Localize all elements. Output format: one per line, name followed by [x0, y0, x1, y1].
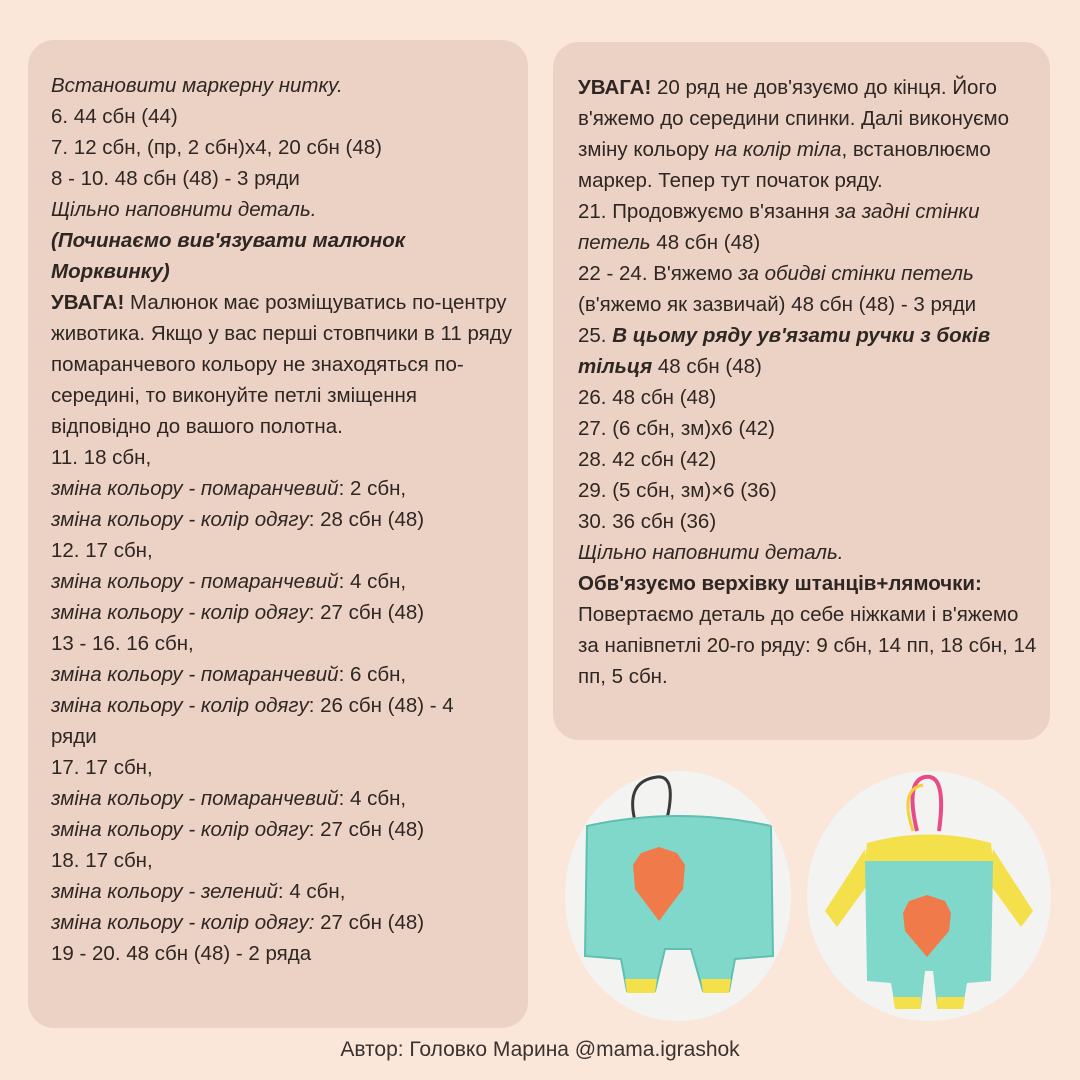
row-18-clothes	[51, 907, 516, 938]
row-29: 29. (5 сбн, зм)×6 (36)	[578, 479, 777, 502]
row-26: 26. 48 сбн (48)	[578, 386, 717, 409]
row-13-16-orange	[51, 659, 516, 690]
row-12-orange	[51, 566, 516, 597]
color-change-value: : 27 сбн (48)	[308, 818, 425, 841]
row-12-clothes	[51, 597, 516, 628]
toy-photo-back	[807, 771, 1051, 1021]
color-change-label: зміна кольору - колір одягу	[51, 601, 309, 624]
row-21-count: 48 сбн (48)	[650, 231, 761, 254]
color-change-value: : 2 сбн,	[338, 477, 407, 500]
color-change-value: : 6 сбн,	[338, 663, 407, 686]
color-change-value: : 4 сбн,	[338, 570, 407, 593]
fill-note-right: Щільно наповнити деталь.	[578, 541, 844, 564]
pants-photo-front	[565, 771, 791, 1021]
top-section-title: Обв'язуємо верхівку штанців+лямочки:	[578, 572, 982, 595]
color-change-label: зміна кольору - колір одягу:	[51, 911, 315, 934]
color-change-value: : 4 сбн,	[338, 787, 407, 810]
row-11-clothes	[51, 504, 516, 535]
row-22-24-detail: (в'яжемо як зазвичай) 48 сбн (48) - 3 ряди	[578, 293, 977, 316]
row-28: 28. 42 сбн (42)	[578, 448, 717, 471]
color-change-label: зміна кольору - колір одягу	[51, 508, 309, 531]
row-13-16-clothes	[51, 690, 516, 721]
row-17-clothes	[51, 814, 516, 845]
row-25-count: 48 сбн (48)	[652, 355, 762, 378]
row-25-bold: В цьому ряду ув'язати ручки з боків тільця	[578, 324, 991, 378]
row-18-green	[51, 876, 516, 907]
row-11: 11. 18 сбн,	[51, 446, 152, 469]
warning-text-italic: на колір тіла	[714, 138, 842, 161]
fill-note: Щільно наповнити деталь.	[51, 198, 317, 221]
top-section-text: Повертаємо деталь до себе ніжками і в'яжемо за напівпетлі 20-го ряду: 9 сбн, 14 пп, 18 сбн, 14 пп, 5 сбн.	[578, 603, 1037, 688]
row-22-text: 22 - 24. В'яжемо	[578, 262, 739, 285]
row-7: 7. 12 сбн, (пр, 2 сбн)х4, 20 сбн (48)	[51, 136, 382, 159]
row-25-number: 25.	[578, 324, 613, 347]
row-11-orange	[51, 473, 516, 504]
row-22-24	[578, 258, 1038, 289]
color-change-value: : 28 сбн (48)	[308, 508, 425, 531]
row-12: 12. 17 сбн,	[51, 539, 153, 562]
row-13-16-rows: ряди	[51, 725, 97, 748]
color-change-label: зміна кольору - помаранчевий	[51, 570, 339, 593]
warning-text: 20 ряд не дов'язуємо до кінця. Його в'яжемо до середини спинки. Далі виконуємо зміну кольору	[578, 76, 1010, 161]
row-17-orange	[51, 783, 516, 814]
color-change-label: зміна кольору - зелений	[51, 880, 278, 903]
row-17: 17. 17 сбн,	[51, 756, 153, 779]
row-8-10: 8 - 10. 48 сбн (48) - 3 ряди	[51, 167, 300, 190]
left-instructions-card	[28, 40, 528, 1028]
color-change-label: зміна кольору - колір одягу	[51, 818, 309, 841]
pants-illustration	[565, 771, 791, 1021]
row-21-italic: за задні стінки петель	[578, 200, 980, 254]
color-change-label: зміна кольору - помаранчевий	[51, 663, 339, 686]
warning-label: УВАГА!	[578, 76, 652, 99]
row-21	[578, 196, 1038, 258]
row-25	[578, 320, 1038, 382]
right-warning-paragraph	[578, 72, 1038, 196]
color-change-label: зміна кольору - помаранчевий	[51, 477, 339, 500]
marker-note: Встановити маркерну нитку.	[51, 74, 343, 97]
warning-text: Малюнок має розміщуватись по-центру животика. Якщо у вас перші стовпчики в 11 ряду помаранчевого кольору не знаходяться по-середині, то виконуйте петлі зміщення відповідно до вашого полотна.	[51, 291, 512, 438]
row-6: 6. 44 сбн (44)	[51, 105, 178, 128]
color-change-value: : 27 сбн (48)	[308, 601, 425, 624]
row-13-16: 13 - 16. 16 сбн,	[51, 632, 194, 655]
color-change-value: : 26 сбн (48) - 4	[308, 694, 454, 717]
right-instructions-card	[553, 42, 1050, 740]
row-22-italic: за обидві стінки петель	[738, 262, 974, 285]
color-change-label: зміна кольору - помаранчевий	[51, 787, 339, 810]
color-change-value: 27 сбн (48)	[314, 911, 425, 934]
carrot-heading-1: (Починаємо вив'язувати малюнок	[51, 229, 406, 252]
author-credit: Автор: Головко Марина @mama.igrashok	[340, 1038, 740, 1061]
row-18: 18. 17 сбн,	[51, 849, 153, 872]
color-change-value: : 4 сбн,	[277, 880, 346, 903]
row-19-20: 19 - 20. 48 сбн (48) - 2 ряда	[51, 942, 312, 965]
warning-label: УВАГА!	[51, 291, 125, 314]
toy-illustration	[807, 771, 1051, 1021]
row-30: 30. 36 сбн (36)	[578, 510, 717, 533]
row-21-text: 21. Продовжуємо в'язання	[578, 200, 836, 223]
warning-paragraph	[51, 287, 516, 442]
carrot-heading-2: Морквинку)	[51, 260, 170, 283]
warning-text-end: , встановлюємо маркер. Тепер тут початок ряду.	[578, 138, 991, 192]
row-27: 27. (6 сбн, зм)х6 (42)	[578, 417, 775, 440]
color-change-label: зміна кольору - колір одягу	[51, 694, 309, 717]
